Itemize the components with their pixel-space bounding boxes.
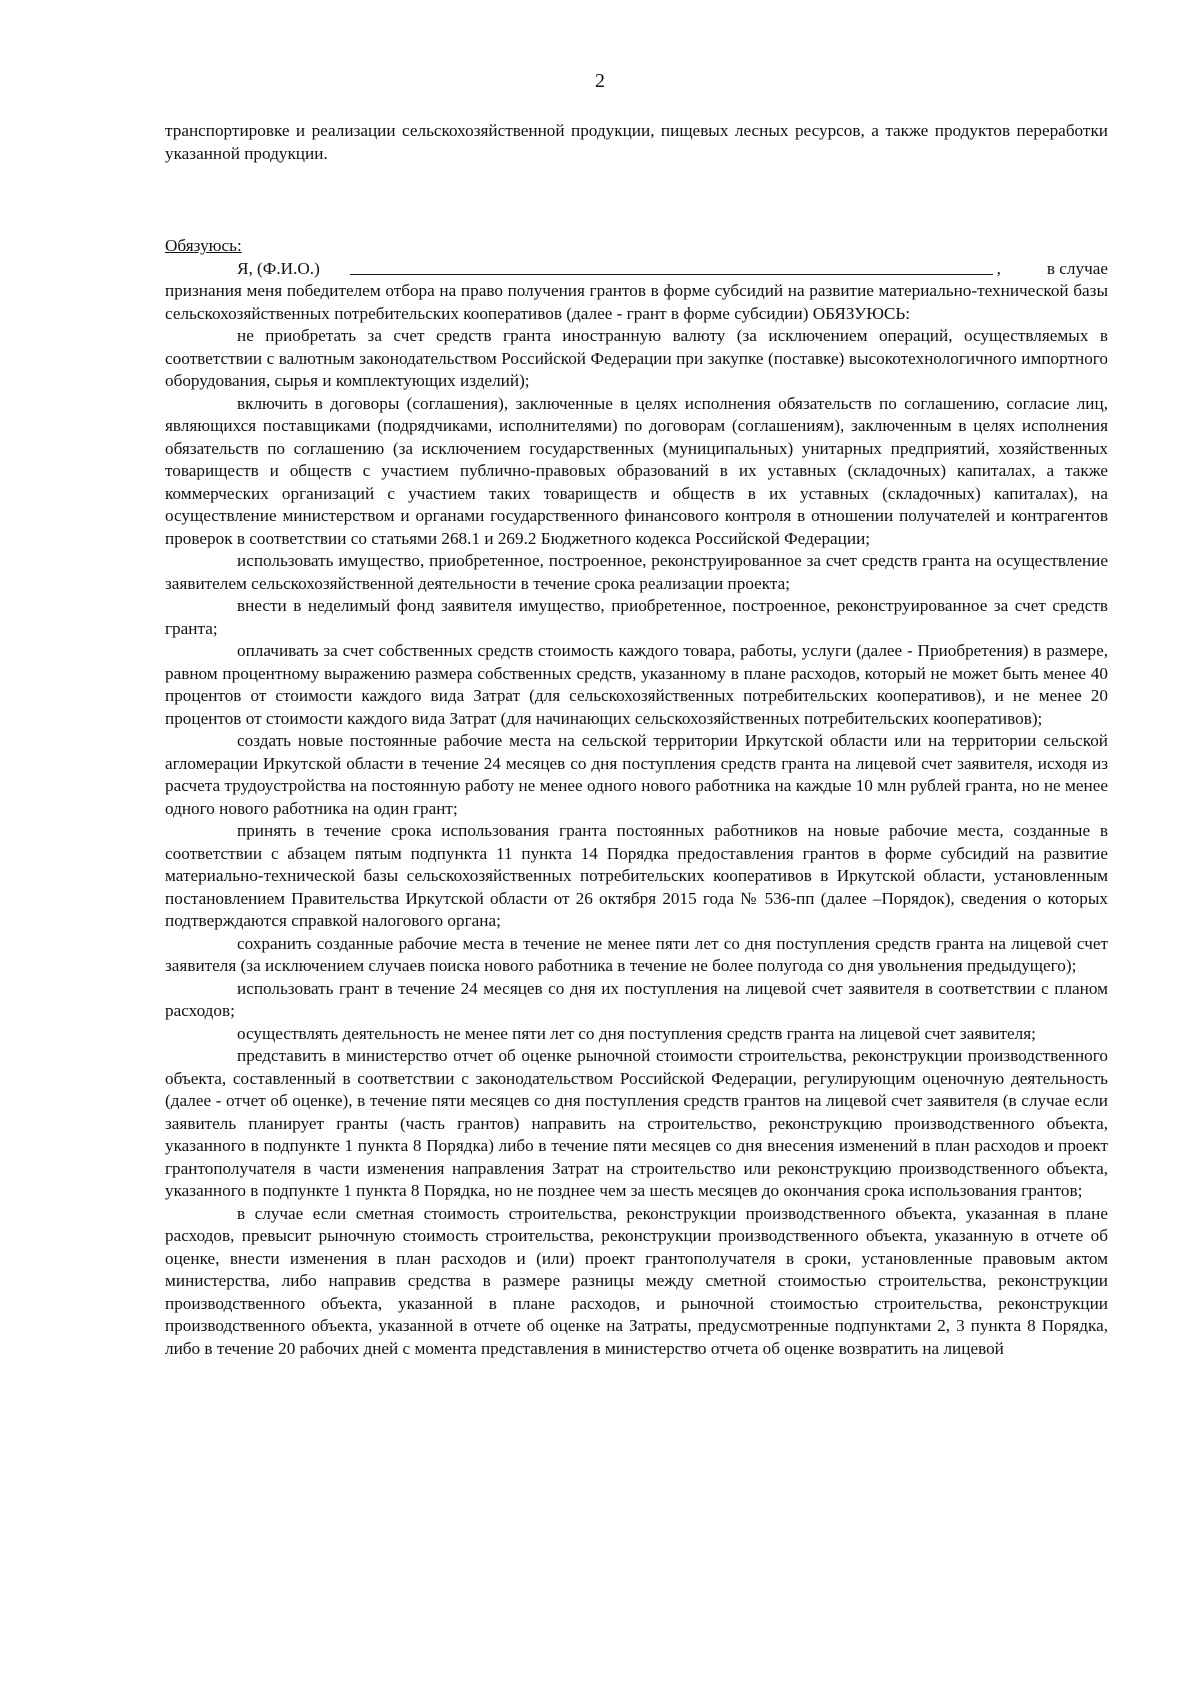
- paragraph-estimate-cost: в случае если сметная стоимость строительства, реконструкции производственного объекта, указанная в плане расходов, превысит рыночную стоимость строительства, реконструкции производственного объекта, указанную в отчете об оценке, внести изменения в план расходов и (или) проект грантополучателя в сроки, установленные правовым актом министерства, либо направив средства в размере разницы между сметной стоимостью строительства, реконструкции производственного объекта, указанной в плане расходов, и рыночной стоимостью строительства, реконструкции производственного объекта, указанной в отчете об оценке на Затраты, предусмотренные подпунктами 2, 3 пункта 8 Порядка, либо в течение 20 рабочих дней с момента представления в министерство отчета об оценке возвратить на лицевой: [165, 1203, 1108, 1358]
- paragraph-use-grant: использовать грант в течение 24 месяцев со дня их поступления на лицевой счет заявителя в соответствии с планом расходов;: [165, 978, 1108, 1020]
- name-line-comma: ,: [996, 258, 1001, 278]
- paragraph-recognition: признания меня победителем отбора на право получения грантов в форме субсидий на развитие материально-технической базы сельскохозяйственных потребительских кооперативов (далее - грант в форме субсидии) ОБЯЗУЮСЬ:: [165, 281, 1108, 323]
- paragraph-contracts: включить в договоры (соглашения), заключенные в целях исполнения обязательств по соглашению, согласие лиц, являющихся поставщиками (подрядчиками, исполнителями) по договорам (соглашениям), заключенным в целях исполнения обязательств по соглашению (за исключением государственных (муниципальных) унитарных предприятий, хозяйственных товариществ и обществ с участием публично-правовых образований в их уставных (складочных) капиталах, а также коммерческих организаций с участием таких товариществ и обществ в их уставных (складочных) капиталах), на осуществление министерством и органами государственного финансового контроля в отношении получателей и контрагентов проверок в соответствии со статьями 268.1 и 269.2 Бюджетного кодекса Российской Федерации;: [165, 393, 1108, 548]
- name-line-tail: [997, 258, 1108, 281]
- name-blank-line: [350, 273, 993, 275]
- paragraph-create-jobs: создать новые постоянные рабочие места на сельской территории Иркутской области или на территории сельской агломерации Иркутской области в течение 24 месяцев со дня поступления средств гранта на лицевой счет заявителя, исходя из расчета трудоустройства на постоянную работу не менее одного нового работника на каждые 10 млн рублей гранта, но не менее одного нового работника на один грант;: [165, 731, 1108, 818]
- name-field-line: [165, 258, 1108, 281]
- paragraph-own-funds: оплачивать за счет собственных средств стоимость каждого товара, работы, услуги (далее - Приобретения) в размере, равном процентному выражению размера собственных средств, указанному в плане расходов, который не может быть менее 40 процентов от стоимости каждого вида Затрат (для сельскохозяйственных потребительских кооперативов), и не менее 20 процентов от стоимости каждого вида Затрат (для начинающих сельскохозяйственных потребительских кооперативов);: [165, 641, 1108, 728]
- paragraph-hire-workers: принять в течение срока использования гранта постоянных работников на новые рабочие места, созданные в соответствии с абзацем пятым подпункта 11 пункта 14 Порядка предоставления грантов в форме субсидий на развитие материально-технической базы сельскохозяйственных потребительских кооперативов в Иркутской области, установленным постановлением Правительства Иркутской области от 26 октября 2015 года № 536-пп (далее –Порядок), сведения о которых подтверждаются справкой налогового органа;: [165, 821, 1108, 930]
- paragraph-valuation-report: представить в министерство отчет об оценке рыночной стоимости строительства, реконструкции производственного объекта, составленный в соответствии с законодательством Российской Федерации, регулирующим оценочную деятельность (далее - отчет об оценке), в течение пяти месяцев со дня поступления средств грантов на лицевой счет заявителя (в случае если заявитель планирует гранты (часть грантов) направить на строительство, реконструкцию производственного объекта, указанного в подпункте 1 пункта 8 Порядка) либо в течение пяти месяцев со дня внесения изменений в план расходов и проект грантополучателя в части изменения направления Затрат на строительство или реконструкцию производственного объекта, указанного в подпункте 1 пункта 8 Порядка, но не позднее чем за шесть месяцев до окончания срока использования грантов;: [165, 1046, 1108, 1200]
- page-number: 2: [595, 70, 605, 92]
- document-body: [165, 120, 1108, 1360]
- name-line-tail-text: в случае: [1046, 258, 1108, 278]
- paragraph-indivisible-fund: внести в неделимый фонд заявителя имущество, приобретенное, построенное, реконструированное за счет средств гранта;: [165, 596, 1108, 638]
- paragraph-keep-jobs: сохранить созданные рабочие места в течение не менее пяти лет со дня поступления средств гранта на лицевой счет заявителя (за исключением случаев поиска нового работника в течение не более полугода со дня увольнения предыдущего);: [165, 933, 1108, 975]
- obligation-heading: Обязуюсь:: [165, 236, 242, 255]
- paragraph-property-use: использовать имущество, приобретенное, построенное, реконструированное за счет средств гранта на осуществление заявителем сельскохозяйственной деятельности в течение срока реализации проекта;: [165, 551, 1108, 593]
- paragraph-activity-term: осуществлять деятельность не менее пяти лет со дня поступления средств гранта на лицевой счет заявителя;: [237, 1023, 1036, 1043]
- paragraph-currency: не приобретать за счет средств гранта иностранную валюту (за исключением операций, осуществляемых в соответствии с валютным законодательством Российской Федерации при закупке (поставке) высокотехнологичного импортного оборудования, сырья и комплектующих изделий);: [165, 326, 1108, 390]
- intro-paragraph: транспортировке и реализации сельскохозяйственной продукции, пищевых лесных ресурсов, а также продуктов переработки указанной продукции.: [165, 121, 1108, 163]
- name-field-label: Я, (Ф.И.О.): [237, 258, 320, 278]
